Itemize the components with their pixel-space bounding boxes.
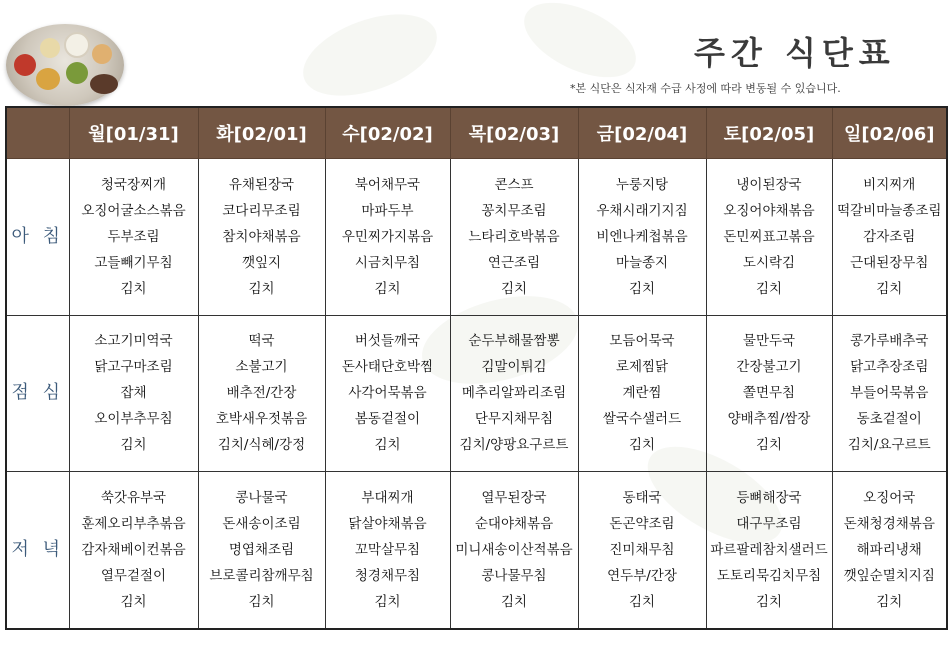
menu-cell	[578, 159, 706, 316]
menu-item: 물만두국	[742, 333, 796, 350]
menu-cell	[706, 472, 832, 629]
menu-item: 깻잎지	[241, 254, 282, 271]
menu-item: 닭고추장조림	[850, 359, 929, 376]
menu-item: 고들빼기무침	[94, 254, 173, 271]
page-title: 주간 식단표	[694, 34, 896, 72]
menu-item: 김치	[248, 280, 275, 297]
day-header: 월[01/31]	[69, 107, 198, 159]
menu-item: 감자채베이컨볶음	[81, 542, 186, 559]
menu-cell	[325, 315, 450, 472]
menu-item: 오이부추무침	[94, 411, 173, 428]
menu-item: 훈제오리부추볶음	[81, 516, 186, 533]
menu-item: 비엔나케첩볶음	[596, 228, 688, 245]
menu-item: 김치	[755, 437, 783, 454]
menu-item: 도토리묵김치무침	[716, 568, 822, 585]
menu-item: 김치	[120, 280, 147, 297]
menu-item: 연근조림	[487, 254, 541, 271]
menu-item: 대구무조림	[736, 516, 802, 533]
menu-item: 닭살야채볶음	[348, 516, 427, 533]
menu-item: 계란찜	[622, 385, 662, 402]
menu-item: 우채시래기지짐	[596, 202, 688, 219]
menu-item: 감자조림	[863, 228, 916, 245]
menu-item: 김말이튀김	[481, 359, 547, 376]
menu-item: 브로콜리참깨무침	[209, 568, 314, 585]
day-header: 일[02/06]	[832, 107, 947, 159]
menu-item: 미니새송이산적볶음	[455, 542, 573, 559]
menu-cell	[706, 315, 832, 472]
day-header: 금[02/04]	[578, 107, 706, 159]
day-header: 화[02/01]	[198, 107, 325, 159]
menu-item: 근대된장무침	[850, 254, 929, 271]
menu-item: 봄동겉절이	[354, 411, 421, 428]
menu-item: 김치	[755, 280, 783, 297]
menu-item: 해파리냉채	[856, 542, 922, 559]
meal-row	[6, 315, 947, 472]
menu-item: 닭고구마조림	[94, 359, 173, 376]
menu-item: 김치	[500, 594, 528, 611]
menu-item: 단무지채무침	[474, 411, 554, 428]
menu-cell	[198, 159, 325, 316]
menu-item: 누룽지탕	[615, 176, 669, 193]
menu-item: 도시락김	[742, 254, 796, 271]
menu-cell	[706, 159, 832, 316]
menu-item: 메추리알꽈리조림	[461, 385, 567, 402]
menu-item: 순대야채볶음	[474, 516, 554, 533]
menu-item: 느타리호박볶음	[468, 228, 560, 245]
menu-item: 연두부/간장	[607, 568, 677, 585]
menu-item: 마파두부	[361, 202, 414, 219]
menu-item: 꽁치무조림	[481, 202, 547, 219]
menu-item: 돈사태단호박찜	[341, 359, 434, 376]
menu-item: 오징어야채볶음	[723, 202, 815, 219]
menu-item: 호박새우젓볶음	[215, 411, 308, 428]
menu-item: 돈곤약조림	[609, 516, 675, 533]
menu-item: 부대찌개	[361, 490, 414, 507]
day-header: 토[02/05]	[706, 107, 832, 159]
menu-item: 냉이된장국	[736, 176, 802, 193]
menu-item: 콩가루배추국	[850, 333, 929, 350]
menu-item: 콘스프	[494, 176, 534, 193]
menu-item: 김치	[248, 594, 275, 611]
menu-item: 돈채청경채볶음	[843, 516, 935, 533]
menu-item: 청경채무침	[354, 568, 421, 585]
meal-label: 점 심	[6, 315, 69, 472]
menu-item: 콩나물무침	[481, 568, 547, 585]
menu-item: 김치	[374, 280, 401, 297]
menu-cell	[832, 159, 947, 316]
menu-cell	[198, 315, 325, 472]
menu-cell	[832, 472, 947, 629]
menu-item: 쫄면무침	[742, 385, 796, 402]
menu-item: 열무된장국	[481, 490, 547, 507]
menu-item: 김치	[628, 280, 656, 297]
menu-cell	[578, 472, 706, 629]
menu-item: 참치야채볶음	[222, 228, 301, 245]
menu-item: 김치	[755, 594, 783, 611]
weekly-menu-table	[5, 106, 948, 630]
day-header: 목[02/03]	[450, 107, 578, 159]
meal-label: 아 침	[6, 159, 69, 316]
menu-item: 버섯들깨국	[354, 333, 421, 350]
day-header-row	[6, 107, 947, 159]
menu-item: 오징어국	[863, 490, 916, 507]
menu-cell	[69, 472, 198, 629]
menu-item: 등뼈해장국	[736, 490, 802, 507]
menu-change-notice: *본 식단은 식자재 수급 사정에 따라 변동될 수 있습니다.	[570, 82, 841, 95]
menu-item: 김치	[374, 594, 401, 611]
menu-item: 콩나물국	[235, 490, 288, 507]
menu-item: 진미채무침	[609, 542, 675, 559]
menu-cell	[450, 472, 578, 629]
menu-cell	[69, 315, 198, 472]
menu-item: 모듬어묵국	[609, 333, 675, 350]
menu-item: 김치	[628, 437, 656, 454]
menu-cell	[198, 472, 325, 629]
menu-cell	[69, 159, 198, 316]
menu-cell	[325, 159, 450, 316]
menu-item: 우민찌가지볶음	[341, 228, 434, 245]
menu-cell	[450, 315, 578, 472]
menu-item: 양배추찜/쌈장	[727, 411, 811, 428]
menu-item: 동초겉절이	[856, 411, 922, 428]
menu-item: 오징어굴소스볶음	[81, 202, 186, 219]
menu-item: 순두부해물짬뽕	[468, 333, 560, 350]
menu-item: 떡국	[248, 333, 275, 350]
corner-cell	[6, 107, 69, 159]
menu-item: 쑥갓유부국	[100, 490, 167, 507]
food-plate-image	[6, 24, 124, 106]
menu-item: 잡채	[120, 385, 147, 402]
menu-item: 마늘종지	[615, 254, 669, 271]
menu-item: 김치	[876, 594, 903, 611]
menu-item: 김치	[876, 280, 903, 297]
menu-item: 김치	[120, 437, 147, 454]
meal-row	[6, 159, 947, 316]
menu-item: 돈민찌표고볶음	[723, 228, 815, 245]
menu-cell	[578, 315, 706, 472]
menu-item: 열무겉절이	[100, 568, 167, 585]
menu-item: 김치	[500, 280, 528, 297]
menu-item: 쌀국수샐러드	[602, 411, 682, 428]
menu-item: 꼬막살무침	[354, 542, 421, 559]
menu-item: 두부조림	[107, 228, 160, 245]
menu-item: 소고기미역국	[94, 333, 173, 350]
menu-cell	[325, 472, 450, 629]
menu-item: 간장불고기	[736, 359, 802, 376]
meal-label: 저 녁	[6, 472, 69, 629]
menu-item: 로제찜닭	[615, 359, 669, 376]
menu-item: 비지찌개	[863, 176, 916, 193]
day-header: 수[02/02]	[325, 107, 450, 159]
menu-item: 소불고기	[235, 359, 288, 376]
menu-item: 코다리무조림	[222, 202, 301, 219]
menu-item: 시금치무침	[354, 254, 421, 271]
menu-item: 사각어묵볶음	[348, 385, 427, 402]
menu-item: 김치/요구르트	[847, 437, 931, 454]
menu-item: 김치/양팡요구르트	[459, 437, 569, 454]
menu-item: 북어채무국	[354, 176, 421, 193]
menu-item: 떡갈비마늘종조림	[837, 202, 942, 219]
menu-item: 배추전/간장	[226, 385, 297, 402]
menu-item: 김치	[374, 437, 401, 454]
menu-item: 명엽채조림	[228, 542, 295, 559]
menu-cell	[450, 159, 578, 316]
meal-row	[6, 472, 947, 629]
menu-item: 청국장찌개	[100, 176, 167, 193]
menu-cell	[832, 315, 947, 472]
menu-item: 유채된장국	[228, 176, 295, 193]
menu-item: 돈새송이조림	[222, 516, 301, 533]
menu-item: 김치/식혜/강정	[217, 437, 306, 454]
menu-item: 파르팔레참치샐러드	[710, 542, 828, 559]
menu-item: 김치	[628, 594, 656, 611]
menu-item: 동태국	[622, 490, 662, 507]
menu-item: 부들어묵볶음	[850, 385, 929, 402]
menu-item: 깻잎순멸치지짐	[843, 568, 935, 585]
page-header	[0, 0, 950, 104]
menu-item: 김치	[120, 594, 147, 611]
